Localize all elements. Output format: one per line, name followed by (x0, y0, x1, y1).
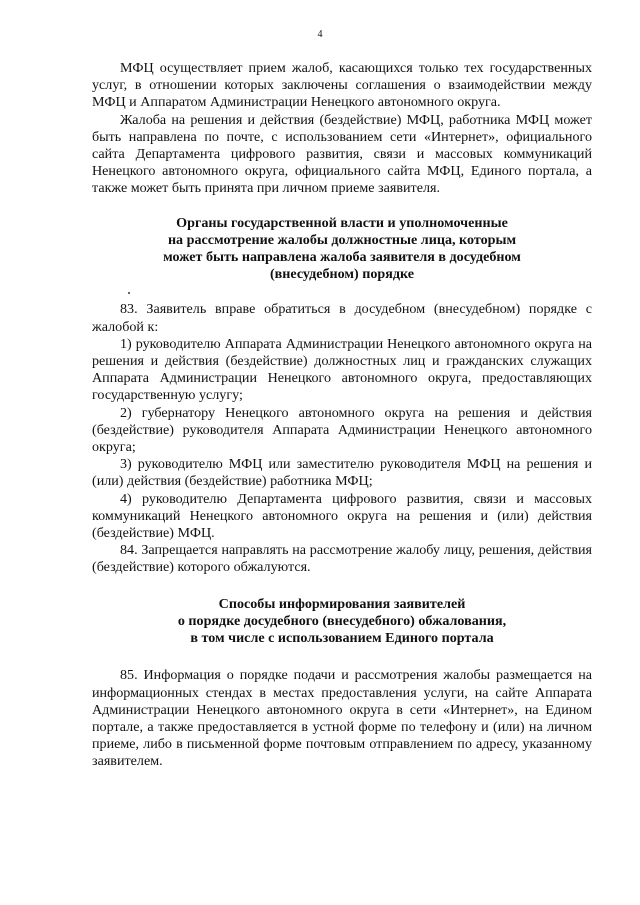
heading-line: может быть направлена жалоба заявителя в досудебном (163, 249, 521, 266)
heading-line: Органы государственной власти и уполномоченные (176, 214, 508, 231)
page-number: 4 (317, 29, 323, 40)
heading-line: на рассмотрение жалобы должностные лица, которым (167, 231, 517, 248)
section-heading-informing (92, 596, 592, 648)
document-body (92, 60, 592, 771)
heading-line: о порядке досудебного (внесудебного) обжалования, (177, 612, 507, 629)
list-item-83-3: 3) руководителю МФЦ или заместителю руководителя МФЦ на решения и (или) действия (бездействие) работника МФЦ; (92, 456, 592, 490)
list-item-83-1: 1) руководителю Аппарата Администрации Ненецкого автономного округа на решения и действия (бездействие) должностных лиц и гражданских служащих Аппарата Администрации Ненецкого автономного округа, предоставляющих государственную услугу; (92, 335, 592, 404)
list-item-83-4: 4) руководителю Департамента цифрового развития, связи и массовых коммуникаций Ненецкого автономного округа на решения и (или) действия (бездействие) МФЦ. (92, 490, 592, 542)
heading-line: Способы информирования заявителей (218, 595, 466, 612)
paragraph-complaint-channels: Жалоба на решения и действия (бездействие) МФЦ, работника МФЦ может быть направлена по почте, с использованием сети «Интернет», официального сайта Департамента цифрового развития, связи и массовых коммуникаций Ненецкого автономного округа, официального сайта МФЦ, Единого портала, а также может быть принята при личном приеме заявителя. (92, 111, 592, 197)
paragraph-85: 85. Информация о порядке подачи и рассмотрения жалобы размещается на информационных стендах в местах предоставления услуги, на сайте Аппарата Администрации Ненецкого автономного округа в сети «Интернет», на Едином портале, а также предоставляется в устной форме по телефону и (или) на личном приеме, либо в письменной форме почтовым отправлением по адресу, указанному заявителем. (92, 667, 592, 770)
section-heading-authorities (92, 215, 592, 284)
paragraph-83-intro: 83. Заявитель вправе обратиться в досудебном (внесудебном) порядке с жалобой к: (92, 301, 592, 335)
list-item-83-2: 2) губернатору Ненецкого автономного округа на решения и действия (бездействие) руководителя Аппарата Администрации Ненецкого автономного округа; (92, 404, 592, 456)
heading-line: в том числе с использованием Единого портала (190, 630, 494, 647)
paragraph-84: 84. Запрещается направлять на рассмотрение жалобу лицу, решения, действия (бездействие) которого обжалуются. (92, 542, 592, 576)
paragraph-mfc-complaints: МФЦ осуществляет прием жалоб, касающихся только тех государственных услуг, в отношении которых заключены соглашения о взаимодействии между МФЦ и Аппаратом Администрации Ненецкого автономного округа. (92, 60, 592, 111)
heading-line: (внесудебном) порядке (269, 266, 414, 283)
